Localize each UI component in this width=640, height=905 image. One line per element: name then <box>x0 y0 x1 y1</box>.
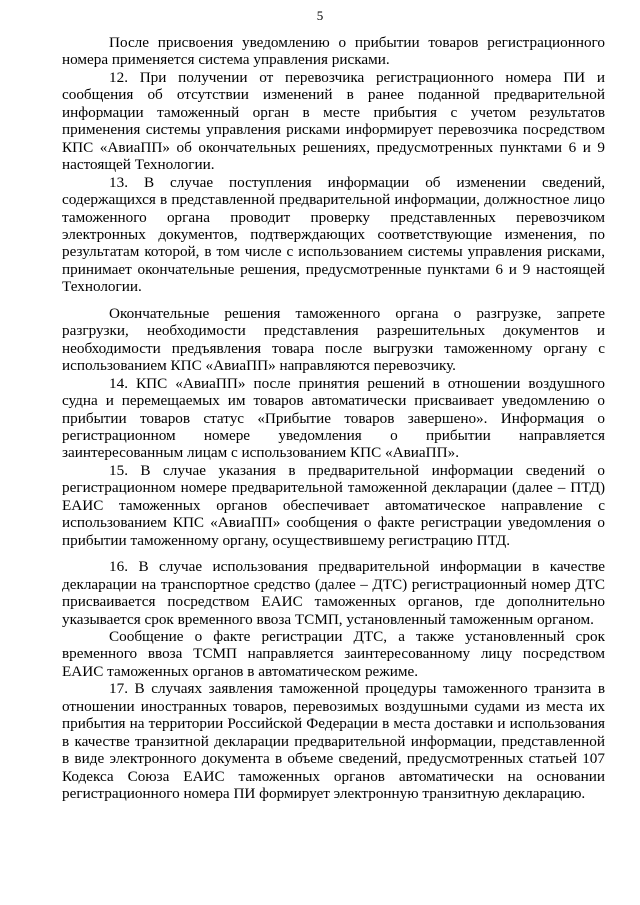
paragraph: 16. В случае использования предварительной информации в качестве декларации на транспортное средство (далее – ДТС) регистрационный номер ДТС присваивается посредством ЕАИС таможенных органов, где дополнительно указывается срок временного ввоза ТСМП, установленный таможенным органом. <box>62 558 605 628</box>
paragraph: 12. При получении от перевозчика регистрационного номера ПИ и сообщения об отсутствии изменений в ранее поданной предварительной информации таможенный орган в месте прибытия с учетом результатов применения системы управления рисками информирует перевозчика посредством КПС «АвиаПП» об окончательных решениях, предусмотренных пунктами 6 и 9 настоящей Технологии. <box>62 68 605 174</box>
paragraph: 14. КПС «АвиаПП» после принятия решений в отношении воздушного судна и перемещаемых им товаров автоматически присваивает уведомлению о прибытии товаров статус «Прибытие товаров завершено». Информация о регистрационном номере уведомления о прибытии направляется заинтересованным лицам с использованием КПС «АвиаПП». <box>62 374 605 462</box>
paragraph: Сообщение о факте регистрации ДТС, а также установленный срок временного ввоза ТСМП направляется заинтересованному лицу посредством ЕАИС таможенных органов в автоматическом режиме. <box>62 627 605 680</box>
paragraph-gap <box>62 549 605 558</box>
paragraph: После присвоения уведомлению о прибытии товаров регистрационного номера применяется система управления рисками. <box>62 34 605 69</box>
document-body <box>62 34 605 807</box>
paragraph: 13. В случае поступления информации об изменении сведений, содержащихся в представленной предварительной информации, должностное лицо таможенного органа проводит проверку представленных перевозчиком электронных документов, подтверждающих соответствующие изменения, по результатам которой, в том числе с использованием системы управления рисками, принимает окончательные решения, предусмотренные пунктами 6 и 9 настоящей Технологии. <box>62 173 605 296</box>
paragraph: 17. В случаях заявления таможенной процедуры таможенного транзита в отношении иностранных товаров, перевозимых воздушными судами из места их прибытия на территории Российской Федерации в места доставки и использования в качестве транзитной декларации предварительной информации, представленной в виде электронного документа в объеме сведений, предусмотренных статьей 107 Кодекса Союза ЕАИС таможенных органов автоматически на основании регистрационного номера ПИ формирует электронную транзитную декларацию. <box>62 680 605 803</box>
page-number: 5 <box>316 8 324 23</box>
paragraph: 15. В случае указания в предварительной информации сведений о регистрационном номере предварительной таможенной декларации (далее – ПТД) ЕАИС таможенных органов обеспечивает автоматическое направление с использованием КПС «АвиаПП» сообщения о факте регистрации уведомления о прибытии таможенному органу, осуществившему регистрацию ПТД. <box>62 461 605 549</box>
paragraph-gap <box>62 296 605 305</box>
paragraph: Окончательные решения таможенного органа о разгрузке, запрете разгрузки, необходимости представления разрешительных документов и необходимости предъявления товара после выгрузки таможенному органу с использованием КПС «АвиаПП» направляются перевозчику. <box>62 304 605 375</box>
